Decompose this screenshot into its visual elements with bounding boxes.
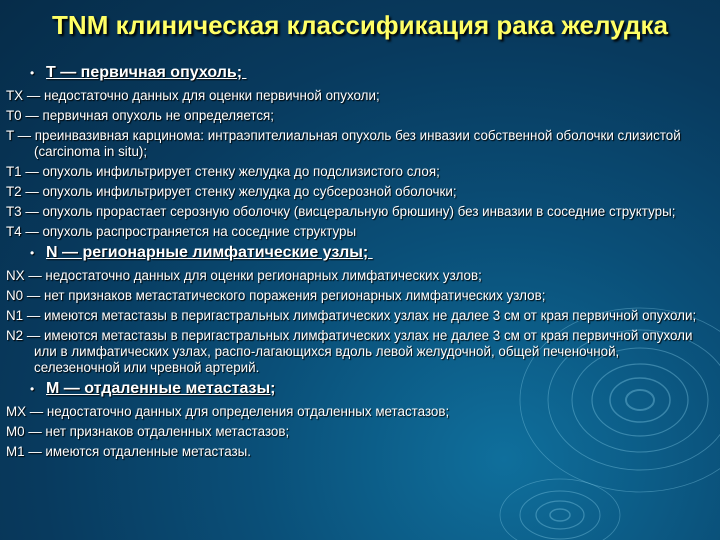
list-item: TX — недостаточно данных для оценки первичной опухоли; (6, 88, 380, 103)
list-item: N1 — имеются метастазы в перигастральных лимфатических узлах не далее 3 см от края первичной опухоли; (6, 308, 697, 323)
list-item: T1 — опухоль инфильтрирует стенку желудка до подслизистого слоя; (6, 164, 440, 179)
section-heading-text: M — отдаленные метастазы; (46, 380, 276, 397)
section-m-distant-metastases (6, 380, 706, 460)
list-item: T — преинвазивная карцинома: интраэпителиальная опухоль без инвазии собственной оболочки слизистой (carcinoma in situ); (6, 128, 681, 159)
list-item: M1 — имеются отдаленные метастазы. (6, 444, 252, 459)
bullet-icon: • (30, 246, 35, 260)
list-item: N0 — нет признаков метастатического поражения регионарных лимфатических узлов; (6, 288, 546, 303)
list-item: N2 — имеются метастазы в перигастральных лимфатических узлах не далее 3 см от края первичной опухоли или в лимфатических узлах, распо-лагающихся вдоль левой желудочной, общей печеночной, селезеночной или чревной артерий. (6, 328, 693, 375)
section-t-primary-tumor (6, 64, 706, 240)
list-item: MX — недостаточно данных для определения отдаленных метастазов; (6, 404, 450, 419)
section-n-regional-lymph-nodes (6, 244, 706, 376)
section-heading (30, 380, 706, 398)
section-heading (30, 64, 706, 82)
list-item: T4 — опухоль распространяется на соседние структуры (6, 224, 357, 239)
list-item: T3 — опухоль прорастает серозную оболочку (висцеральную брюшину) без инвазии в соседние структуры; (6, 204, 676, 219)
bullet-icon: • (30, 66, 35, 80)
section-heading (30, 244, 706, 262)
section-heading-text: T — первичная опухоль; (46, 64, 247, 81)
slide-content (6, 64, 706, 464)
list-item: T0 — первичная опухоль не определяется; (6, 108, 274, 123)
list-item: T2 — опухоль инфильтрирует стенку желудка до субсерозной оболочки; (6, 184, 457, 199)
list-item: M0 — нет признаков отдаленных метастазов; (6, 424, 290, 439)
list-item: NX — недостаточно данных для оценки регионарных лимфатических узлов; (6, 268, 482, 283)
slide-title: TNM клиническая классификация рака желудка (52, 10, 668, 40)
bullet-icon: • (30, 382, 35, 396)
section-heading-text: N — регионарные лимфатические узлы; (46, 244, 373, 261)
